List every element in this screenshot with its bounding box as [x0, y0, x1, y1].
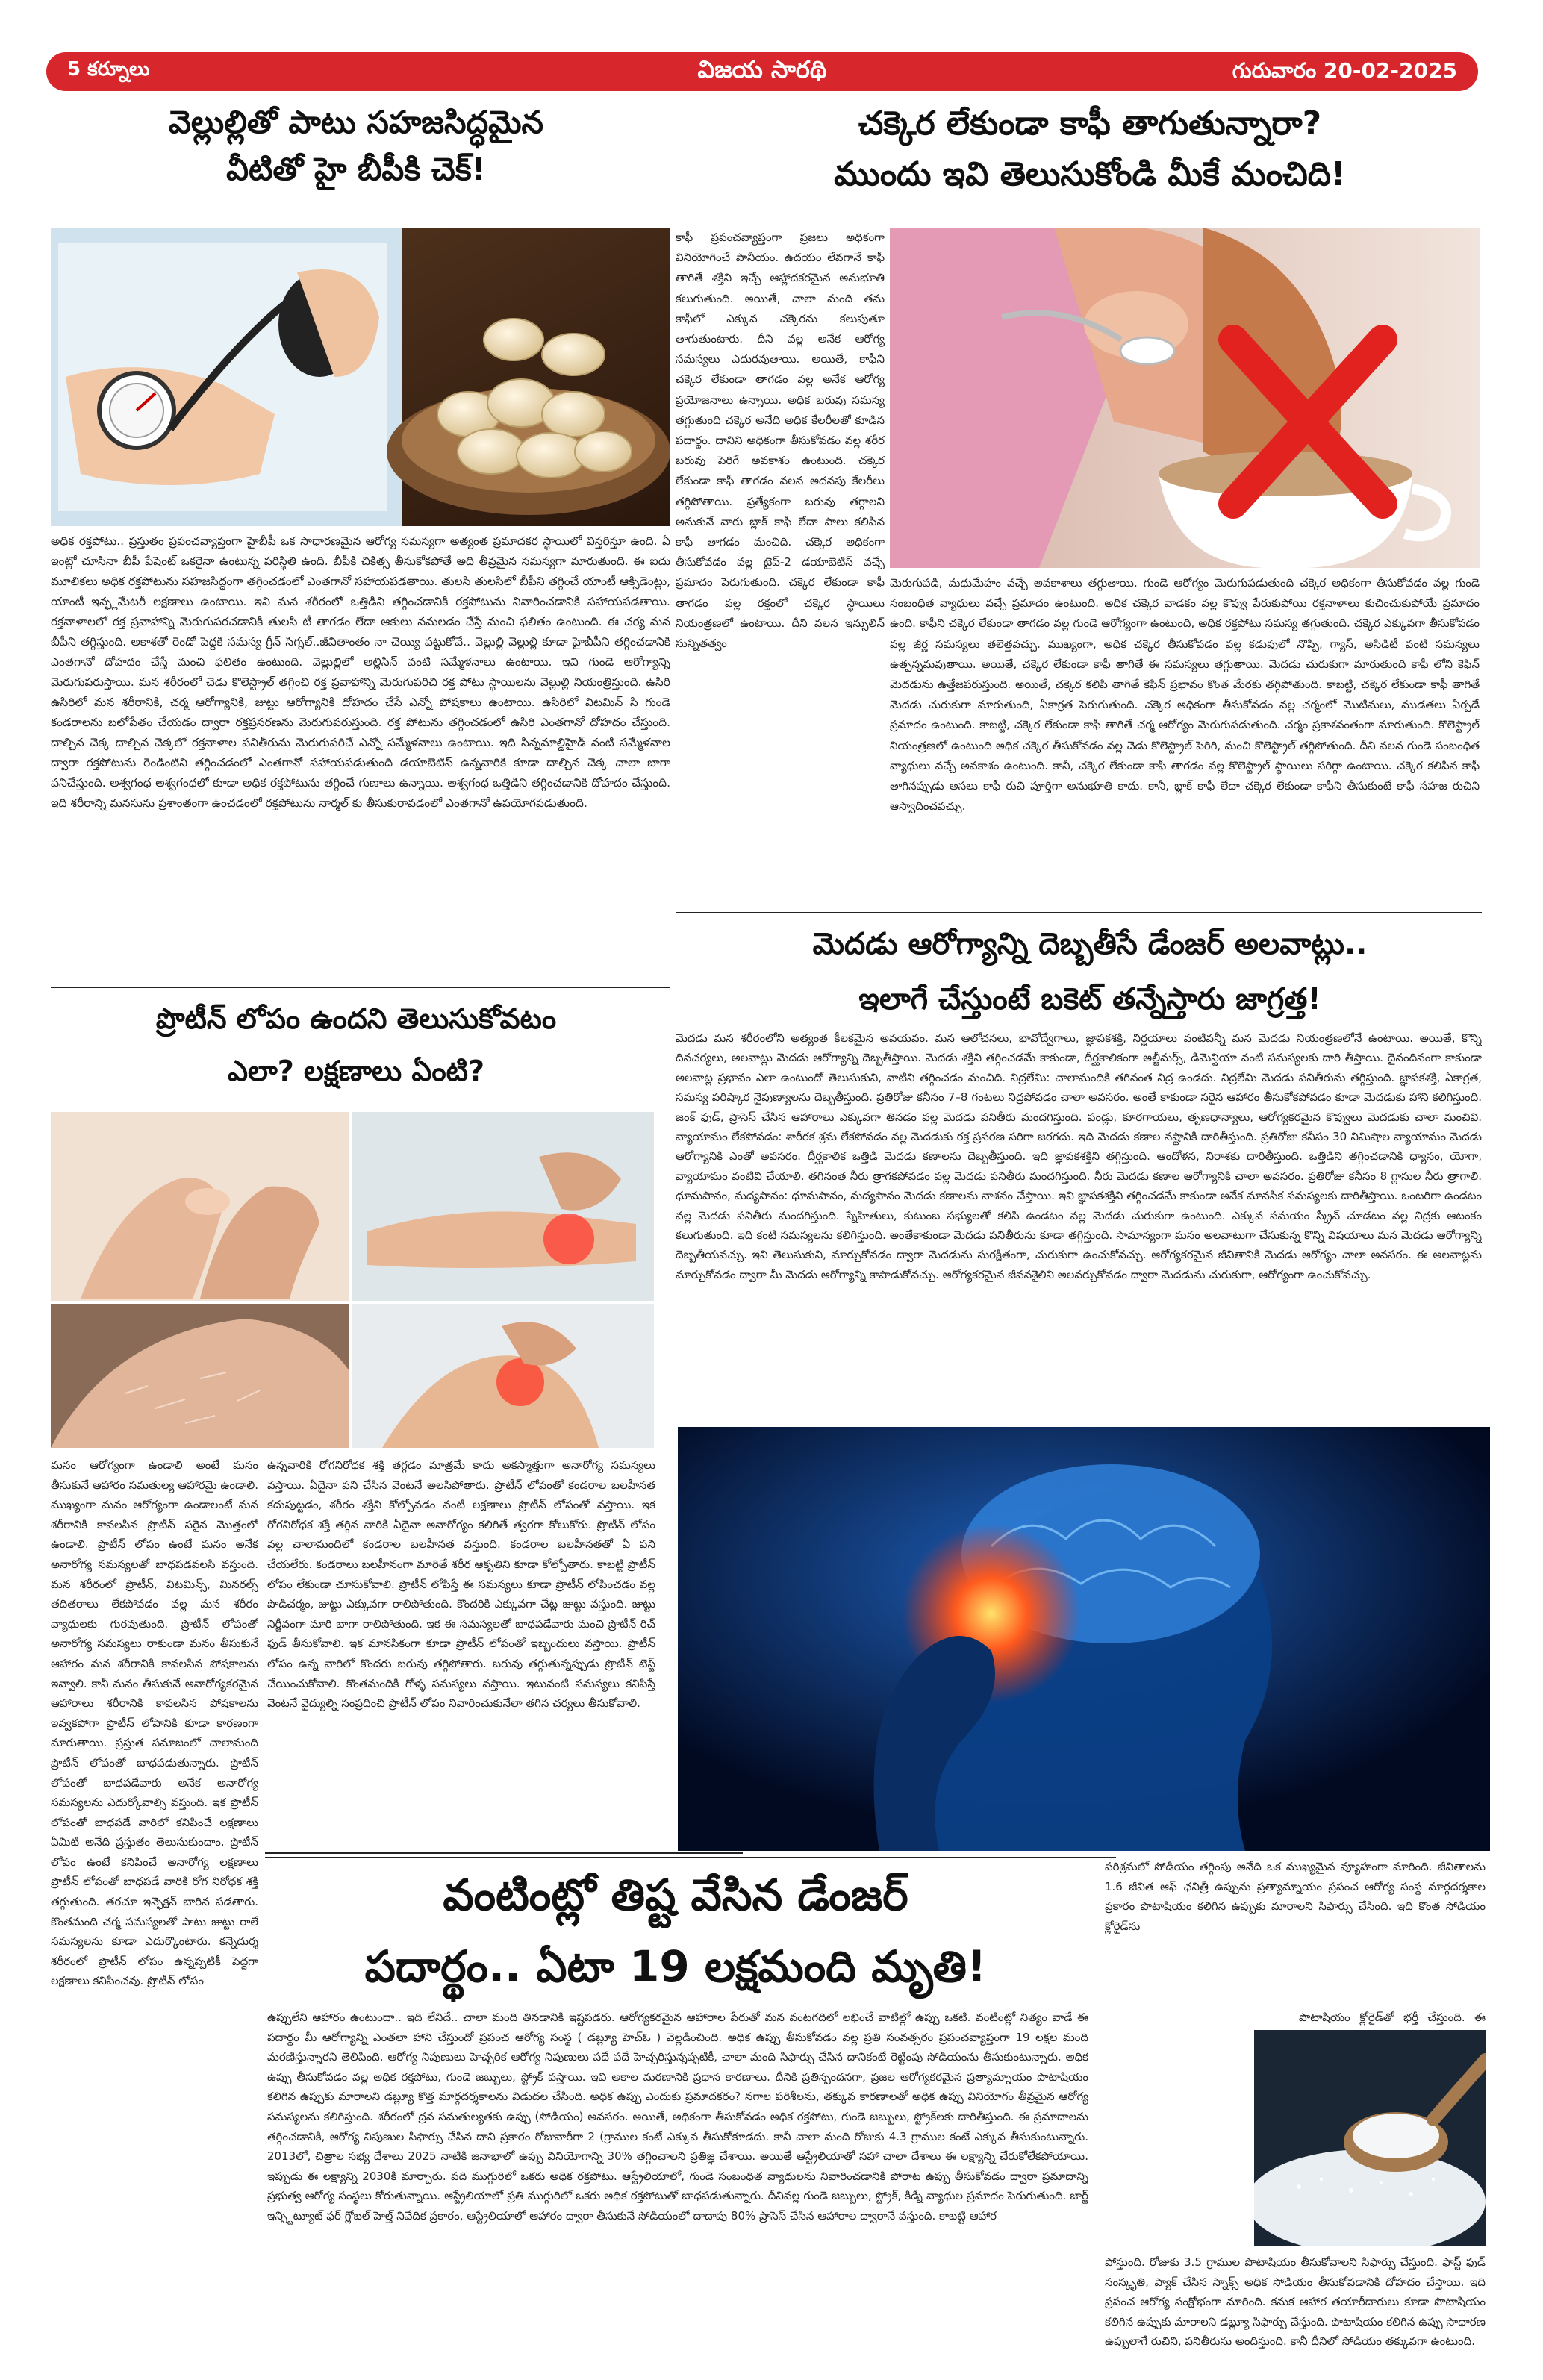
divider — [51, 987, 670, 988]
page-label: 5 కర్నూలు — [67, 58, 150, 81]
salt-headline — [265, 1860, 1086, 2002]
coffee-headline-line1: చక్కెర లేకుండా కాఫీ తాగుతున్నారా? — [858, 104, 1322, 143]
brain-headline-line1: మెదడు ఆరోగ్యాన్ని దెబ్బతీసే డేంజర్ అలవాట్లు.. — [812, 927, 1368, 961]
garlic-headline-line2: వీటితో హై బీపీకి చెక్! — [226, 151, 486, 187]
dry-skin-illustration — [51, 1304, 349, 1448]
salt-headline-line1: వంటింట్లో తిష్ట వేసిన డేంజర్ — [443, 1870, 908, 1920]
garlic-headline — [46, 99, 666, 193]
garlic-body: అధిక రక్తపోటు.. ప్రస్తుతం ప్రపంచవ్యాప్తంగా హైబీపీ ఒక సాధారణమైన ఆరోగ్య సమస్యగా అత్యంత ప్రమాదకర స్థాయిలో విస్తరిస్తూ ఉంది. ఏ ఇంట్లో చూసినా బీపీ పేషెంట్ ఒకరైనా ఉంటున్న పరిస్థితి ఉంది. బీపీకి చికిత్స తీసుకోకపోతే అది తీవ్రమైన సమస్యగా మారుతుంది. ఈ ఐదు మూలికలు అధిక రక్తపోటును సహజసిద్ధంగా తగ్గించడంలో ఎంతగానో సహాయపడతాయి. తులసి తులసిలో బీపీని తగ్గించే యాంటీ ఆక్సిడెంట్లు, యాంటీ ఇన్ఫ్లమేటరీ లక్షణాలు ఉంటాయి. ఇవి మన శరీరంలో ఒత్తిడిని తగ్గించడానికి రక్తపోటును నివారించడానికి సహాయపడతాయి. రక్తనాళాలలో రక్త ప్రవాహాన్ని మెరుగుపరచడానికి తులసి టీ తాగడం లేదా ఆకులు నమలడం చేస్తే మంచి ఫలితం ఉంటుంది. ఈ చర్య మన బీపీని తగ్గిస్తుంది. అకాశతో రెండో పెద్దకి సమస్య గ్రీన్ సిగ్నల్..జీవితాంతం నా చెయ్యి పట్టుకోవే.. వెల్లుల్లి వెల్లుల్లి కూడా హైబీపీని తగ్గించడానికి ఎంతగానో దోహదం చేస్తే మంచి ఫలితం ఉంటుంది. వెల్లుల్లిలో అల్లిసిన్ వంటి సమ్మేళనాలు ఉంటాయి. ఇవి గుండె ఆరోగ్యాన్ని మెరుగుపరుస్తాయి. మన శరీరంలో చెడు కొలెస్ట్రాల్ తగ్గించి రక్త ప్రవాహాన్ని మెరుగుపరిచి రక్త పోటు స్థాయిలను వెల్లుల్లి నియంత్రిస్తుంది. ఉసిరి ఉసిరిలో మన శరీరానికి, చర్మ ఆరోగ్యానికి, జుట్టు ఆరోగ్యానికి దోహదం చేసే ఎన్నో పోషకాలు ఉంటాయి. ఉసిరిలో విటమిన్ సి గుండె కండరాలను బలోపేతం చేయడం ద్వారా రక్తప్రసరణను మెరుగుపరుస్తుంది. రక్త పోటును తగ్గించడంలో ఉసిరి ఎంతగానో దోహదం చేస్తుంది. దాల్చిన చెక్క దాల్చిన చెక్కలో రక్తనాళాల పనితీరును మెరుగుపరిచే ఎన్నో సమ్మేళనాలు ఉంటాయి. ఇది సిన్నమాల్డిహైడ్ వంటి సమ్మేళనాల ద్వారా రక్తపోటును రెండింటిని తగ్గించడంలో ఎంతగానో సహాయపడుతుంది డయాబెటిస్ ఉన్నవారికి కూడా దాల్చిన చెక్క చాలా బాగా పనిచేస్తుంది. అశ్వగంధ అశ్వగంధలో కూడా అధిక రక్తపోటును తగ్గించే గుణాలు ఉన్నాయి. అశ్వగంధ ఒత్తిడిని తగ్గించడానికి దోహదం చేస్తుంది. ఇది శరీరాన్ని మనసును ప్రశాంతంగా ఉంచడంలో రక్తపోటును నార్మల్ కు తీసుకురావడంలో ఎంతగానో ఉపయోగపడుతుంది. — [51, 534, 670, 810]
protein-headline — [46, 993, 666, 1098]
elbow-pain-illustration — [352, 1304, 654, 1448]
masthead-bar — [46, 52, 1478, 91]
protein-photo-skin — [51, 1304, 349, 1448]
coffee-body-col1: కాఫీ ప్రపంచవ్యాప్తంగా ప్రజలు అధికంగా వినియోగించే పానీయం. ఉదయం లేవగానే కాఫీ తాగితే శక్తిని ఇచ్చే ఆహ్లాదకరమైన అనుభూతి కలుగుతుంది. అయితే, చాలా మంది తమ కాఫీలో ఎక్కువ చక్కెరను కలుపుతూ తాగుతుంటారు. దీని వల్ల అనేక ఆరోగ్య సమస్యలు ఎదురవుతాయి. అయితే, కాఫీని చక్కెర లేకుండా తాగడం వల్ల అనేక ఆరోగ్య ప్రయోజనాలు ఉన్నాయి. అధిక బరువు సమస్య తగ్గుతుంది చక్కెర అనేది అధిక కేలరీలతో కూడిన పదార్థం. దానిని అధికంగా తీసుకోవడం వల్ల శరీర బరువు పెరిగే అవకాశం ఉంటుంది. చక్కెర లేకుండా కాఫీ తాగడం వలన అదనపు కేలరీలు తగ్గిపోతాయి. ప్రత్యేకంగా బరువు తగ్గాలని అనుకునే వారు బ్లాక్ కాఫీ లేదా పాలు కలిపిన కాఫీ తాగడం మంచిది. చక్కెర అధికంగా తీసుకోవడం వల్ల టైప్-2 డయాబెటిస్ వచ్చే ప్రమాదం పెరుగుతుంది. చక్కెర లేకుండా కాఫీ తాగడం వల్ల రక్తంలో చక్కెర స్థాయిలు నియంత్రణలో ఉంటాయి. దీని వలన ఇన్సులిన్ సున్నితత్వం — [676, 231, 885, 651]
coffee-body-col2: మెరుగుపడి, మధుమేహం వచ్చే అవకాశాలు తగ్గుతాయి. గుండె ఆరోగ్యం మెరుగుపడుతుంది చక్కెర అధికంగా తీసుకోవడం వల్ల గుండె సంబంధిత వ్యాధులు వచ్చే ప్రమాదం ఉంటుంది. అధిక చక్కెర వాడకం వల్ల కొవ్వు పేరుకుపోయి రక్తనాళాలు కుచించుకుపోయే ప్రమాదం ఉంది. కాఫీని చక్కెర లేకుండా తాగడం వల్ల గుండె ఆరోగ్యంగా ఉంటుంది, అధిక రక్తపోటు సమస్య తగ్గుతుంది. చక్కెర ఎక్కువగా తీసుకోవడం వల్ల జీర్ణ సమస్యలు తలెత్తవచ్చు. ముఖ్యంగా, అధిక చక్కెర తీసుకోవడం వల్ల కడుపులో నొప్పి, గ్యాస్, అసిడిటీ వంటి సమస్యలు ఉత్పన్నమవుతాయి. అయితే, చక్కెర లేకుండా కాఫీ తాగితే ఈ సమస్యలు తగ్గుతాయి. మెదడు చురుకుగా మారుతుంది కాఫీ లోని కెఫిన్ మెదడును ఉత్తేజపరుస్తుంది. అయితే, చక్కెర కలిపి తాగితే కెఫిన్ ప్రభావం కొంత మేరకు తగ్గిపోతుంది. కాబట్టి, చక్కెర లేకుండా కాఫీ తాగితే మెదడు చురుకుగా మారుతుంది, ఏకాగ్రత పెరుగుతుంది. చక్కెర అధికంగా తీసుకోవడం వల్ల చర్మంలో మొటిమలు, ముడతలు ఏర్పడే ప్రమాదం ఉంటుంది. కాబట్టి, చక్కెర లేకుండా కాఫీ తాగితే చర్మ ఆరోగ్యం మెరుగుపడుతుంది. చర్మం ప్రకాశవంతంగా మారుతుంది. కొలెస్ట్రాల్ నియంత్రణలో ఉంటుంది అధిక చక్కెర తీసుకోవడం వల్ల చెడు కొలెస్ట్రాల్ పెరిగి, మంచి కొలెస్ట్రాల్ తగ్గిపోతుంది. దీని వలన గుండె సంబంధిత వ్యాధులు వచ్చే అవకాశం ఉంటుంది. కానీ, చక్కెర లేకుండా కాఫీ తాగడం వల్ల కొలెస్ట్రాల్ స్థాయిలు సరిగ్గా ఉంటాయి. చక్కెర కలిపిన కాఫీ తాగినప్పుడు అసలు కాఫీ రుచి పూర్తిగా అనుభూతి కాదు. కానీ, బ్లాక్ కాఫీ లేదా చక్కెర లేకుండా కాఫీని తీసుకుంటే కాఫీ సహజ రుచిని ఆస్వాదించవచ్చు. — [890, 576, 1480, 813]
divider — [265, 1857, 1116, 1858]
divider — [265, 1852, 743, 1854]
protein-photo-elbow — [352, 1304, 654, 1448]
garlic-bp-photo — [51, 228, 670, 526]
coffee-photo — [890, 228, 1480, 568]
salt-sidebar-top: పరిశ్రమలో సోడియం తగ్గింపు అనేది ఒక ముఖ్యమైన వ్యూహంగా మారింది. జీవితాలను 1.6 జీవిత ఆఫ్ ఛనిత్రీ ఉప్పును ప్రత్యామ్నాయం ప్రపంచ ఆరోగ్య సంస్థ మార్గదర్శకాల ప్రకారం పొటాషియం కలిగిన ఉప్పుకు మారాలని సిఫార్సు చేసింది. ఇది కొంత సోడియం క్లోరైడ్‌ను — [1105, 1860, 1486, 1933]
brain-photo — [678, 1427, 1490, 1851]
salt-spoon-illustration — [1254, 2030, 1486, 2246]
brain-headline — [676, 916, 1504, 1027]
brain-headache-illustration — [678, 1427, 1490, 1851]
issue-date: గురువారం 20-02-2025 — [1232, 58, 1457, 83]
protein-photo-arm — [352, 1112, 654, 1301]
coffee-headline — [676, 99, 1504, 200]
coffee-sugar-illustration — [890, 228, 1480, 568]
salt-sidebar-mid: పొటాషియం క్లోరైడ్‌తో భర్తీ చేస్తుంది. ఈ — [1299, 2011, 1486, 2024]
protein-headline-line2: ఎలా? లక్షణాలు ఏంటి? — [227, 1055, 485, 1088]
brain-headline-line2: ఇలాగే చేస్తుంటే బకెట్ తన్నేస్తారు జాగ్రత్త! — [858, 982, 1321, 1016]
brain-body: మెదడు మన శరీరంలోని అత్యంత కీలకమైన అవయవం. మన ఆలోచనలు, భావోద్వేగాలు, జ్ఞాపకశక్తి, నిర్ణయాలు వంటివన్నీ మన మెదడు నియంత్రణలోనే ఉంటాయి. అయితే, కొన్ని దినచర్యలు, అలవాట్లు మెదడు ఆరోగ్యాన్ని దెబ్బతీస్తాయి. మెదడు శక్తిని తగ్గించడమే కాకుండా, దీర్ఘకాలికంగా అల్జీమర్స్, డిమెన్షియా వంటి సమస్యలకు దారి తీస్తాయి. దైనందినంగా కాకుండా అలవాట్ల ప్రభావం ఎలా ఉంటుందో తెలుసుకుని, వాటిని తగ్గించడం మంచిది. నిద్రలేమి: చాలామందికి తగినంత నిద్ర ఉండదు. నిద్రలేమి మెదడు పనితీరును తగ్గిస్తుంది. జ్ఞాపకశక్తి, ఏకాగ్రత, సమస్య పరిష్కార నైపుణ్యాలను దెబ్బతీస్తుంది. ప్రతిరోజు కనీసం 7–8 గంటలు నిద్రపోవడం చాలా అవసరం. అంతే కాకుండా సరైన ఆహారం తీసుకోకపోవడం కూడా మెదడుకు హాని కలిగిస్తుంది. జంక్ ఫుడ్, ప్రాసెస్ చేసిన ఆహారాలు ఎక్కువగా తినడం వల్ల మెదడు పనితీరు మందగిస్తుంది. పండ్లు, కూరగాయలు, తృణధాన్యాలు, ఆరోగ్యకరమైన కొవ్వులు మెదడుకు చాలా మంచివి. వ్యాయామం లేకపోవడం: శారీరక శ్రమ లేకపోవడం వల్ల మెదడుకు రక్త ప్రసరణ సరిగా జరగదు. ఇది మెదడు కణాల నష్టానికి దారితీస్తుంది. ప్రతిరోజు కనీసం 30 నిమిషాల వ్యాయామం మెదడు ఆరోగ్యానికి ఎంతో అవసరం. దీర్ఘకాలిక ఒత్తిడి మెదడు కణాలను దెబ్బతీస్తుంది. ఇది జ్ఞాపకశక్తిని తగ్గిస్తుంది. ఆందోళన, నిరాశకు దారితీస్తుంది. ఒత్తిడిని తగ్గించడానికి ధ్యానం, యోగా, వ్యాయామం వంటివి చేయాలి. తగినంత నీరు త్రాగకపోవడం వల్ల మెదడు పనితీరు మందగిస్తుంది. నీరు మెదడు కణాల ఆరోగ్యానికి చాలా అవసరం. ప్రతిరోజు కనీసం 8 గ్లాసుల నీరు త్రాగాలి. ధూమపానం, మద్యపానం: ధూమపానం, మద్యపానం మెదడు కణాలను నాశనం చేస్తాయి. ఇవి జ్ఞాపకశక్తిని తగ్గించడమే కాకుండా అనేక మానసిక సమస్యలకు దారితీస్తాయి. ఒంటరిగా ఉండటం వల్ల మెదడు పనితీరు మందగిస్తుంది. స్నేహితులు, కుటుంబ సభ్యులతో కలిసి ఉండటం వల్ల మెదడు చురుకుగా ఉంటుంది. ఎక్కువ సమయం స్క్రీన్ చూడటం వల్ల నిద్రకు ఆటంకం కలుగుతుంది. ఇది కంటి సమస్యలను కలిగిస్తుంది. అంతేకాకుండా మెదడు పనితీరును కూడా తగ్గిస్తుంది. సామాన్యంగా మనం అలవాటుగా చేసుకున్న కొన్ని విషయాలు మన మెదడు ఆరోగ్యాన్ని దెబ్బతీయవచ్చు. ఇవి తెలుసుకుని, మార్చుకోవడం ద్వారా మెదడును సురక్షితంగా, చురుకుగా ఉంచుకోవచ్చు. ఆరోగ్యకరమైన జీవితానికి మెదడు ఆరోగ్యం చాలా అవసరం. ఈ అలవాట్లను మార్చుకోవడం ద్వారా మీ మెదడు ఆరోగ్యాన్ని కాపాడుకోవచ్చు. ఆరోగ్యకరమైన జీవనశైలిని అలవర్చుకోవడం ద్వారా మెదడును చురుకుగా, ఆరోగ్యంగా ఉంచుకోవచ్చు. — [676, 1031, 1482, 1281]
salt-body: ఉప్పులేని ఆహారం ఉంటుందా.. ఇది లేనిదే.. చాలా మంది తినడానికి ఇష్టపడరు. ఆరోగ్యకరమైన ఆహారాల పేరుతో మన వంటగదిలో లభించే వాటిల్లో ఉప్పు ఒకటి. వంటింట్లో నిత్యం వాడే ఈ పదార్థం మీ ఆరోగ్యాన్ని ఎంతలా హాని చేస్తుందో ప్రపంచ ఆరోగ్య సంస్థ ( డబ్ల్యూ హెచ్ఓ ) వెల్లడించింది. అధిక ఉప్పు తీసుకోవడం వల్ల ప్రతి సంవత్సరం ప్రపంచవ్యాప్తంగా 19 లక్షల మంది మరణిస్తున్నారని తెలిపింది. ఆరోగ్య నిపుణులు హెచ్చరిక ఆరోగ్య నిపుణులు పదే పదే హెచ్చరిస్తున్నప్పటికీ, చాలా మంది సిఫార్సు చేసిన దానికంటే రెట్టింపు సోడియంను తీసుకుంటున్నారు. అధిక ఉప్పు తీసుకోవడం వల్ల అధిక రక్తపోటు, గుండె జబ్బులు, స్ట్రోక్ వస్తాయి. ఇవి అకాల మరణానికి ప్రధాన కారణాలు. దీనికి ప్రతిస్పందనగా, ప్రజల ఆరోగ్యకరమైన ప్రత్యామ్నాయం పొటాషియం కలిగిన ఉప్పుకు మారాలని డబ్ల్యూ కొత్త మార్గదర్శకాలను విడుదల చేసింది. అధిక ఉప్పు ఎందుకు ప్రమాదకరం? నగాల పరిశీలను, తక్కువ కారణాలతో అధిక ఉప్పు వినియోగం తీవ్రమైన ఆరోగ్య సమస్యలను కలిగిస్తుంది. శరీరంలో ద్రవ సమతుల్యతకు ఉప్పు (సోడియం) అవసరం. అయితే, అధికంగా తీసుకోవడం అధిక రక్తపోటు, గుండె జబ్బులు, స్ట్రోక్‌లకు దారితీస్తుంది. ఈ ప్రమాదాలను తగ్గించడానికి, ఆరోగ్య నిపుణుల సిఫార్సు చేసిన దాని ప్రకారం రోజువారీగా 2 (గ్రాముల కంటే ఎక్కువ తీసుకోకూడదు. కానీ చాలా మంది రోజుకు 4.3 గ్రాముల కంటే ఎక్కువ తీసుకుంటున్నారు. 2013లో, చిత్రాల సభ్య దేశాలు 2025 నాటికి జనాభాలో ఉప్పు వినియోగాన్ని 30% తగ్గించాలని ప్రతిజ్ఞ చేశాయి. అయితే ఆస్ట్రేలియాతో సహా చాలా దేశాలు ఈ లక్ష్యాన్ని చేరుకోలేకపోయాయి. ఇప్పుడు ఈ లక్ష్యాన్ని 2030కి మార్చారు. పది ముగ్గురిలో ఒకరు అధిక రక్తపోటు. ఆస్ట్రేలియాలో, గుండె సంబంధిత వ్యాధులను నివారించడానికి పోరాట ఉప్పు తీసుకోవడం ద్వారా ప్రమాదాన్ని ప్రభుత్వ ఆరోగ్య సంస్థలు కోరుతున్నాయి. ఆస్ట్రేలియాలో ప్రతి ముగ్గురిలో ఒకరు అధిక రక్తపోటుతో బాధపడుతున్నారు. దీనివల్ల గుండె జబ్బులు, స్ట్రోక్, కిడ్నీ వ్యాధుల ప్రమాదం పెరుగుతుంది. జార్జ్ ఇన్స్టిట్యూట్ ఫర్ గ్లోబల్ హెల్త్ నివేదిక ప్రకారం, ఆస్ట్రేలియాలో ఆహారం ద్వారా తీసుకునే సోడియంలో దాదాపు 80% ప్రాసెస్ చేసిన ఆహారాల ద్వారానే వస్తుంది. కాబట్టి ఆహార — [267, 2011, 1088, 2223]
garlic-bp-illustration — [51, 228, 670, 526]
divider — [676, 912, 1482, 913]
coffee-headline-line2: ముందు ఇవి తెలుసుకోండి మీకే మంచిది! — [834, 155, 1346, 194]
protein-body-col1: మనం ఆరోగ్యంగా ఉండాలి అంటే మనం తీసుకునే ఆహారం సమతుల్య ఆహారమై ఉండాలి. ముఖ్యంగా మనం ఆరోగ్యంగా ఉండాలంటే మన శరీరానికి కావలసిన ప్రొటీన్ సరైన మొత్తంలో ఉండాలి. ప్రొటీన్ లోపం ఉంటే మనం అనేక అనారోగ్య సమస్యలతో బాధపడవలసి వస్తుంది. మన శరీరంలో ప్రొటీన్, విటమిన్స్, మినరల్స్ తదితరాలు లేకపోవడం వల్ల మన శరీరం వ్యాధులకు గురవుతుంది. ప్రొటీన్ లోపంతో అనారోగ్య సమస్యలు రాకుండా మనం తీసుకునే ఆహారం మన శరీరానికి కావలసిన పోషకాలను ఇవ్వాలి. కానీ మనం తీసుకునే అనారోగ్యకరమైన ఆహారాలు శరీరానికి కావలసిన పోషకాలను ఇవ్వకపోగా ప్రొటీన్ లోపానికి కూడా కారణంగా మారుతాయి. ప్రస్తుత సమాజంలో చాలామంది ప్రొటీన్ లోపంతో బాధపడుతున్నారు. ప్రొటీన్ లోపంతో బాధపడేవారు అనేక అనారోగ్య సమస్యలను ఎదుర్కోవాల్సి వస్తుంది. ఇక ప్రొటీన్ లోపంతో బాధపడే వారిలో కనిపించే లక్షణాలు ఏమిటి అనేది ప్రస్తుతం తెలుసుకుందాం. ప్రొటీన్ లోపం ఉంటే కనిపించే అనారోగ్య లక్షణాలు ప్రొటీన్ లోపంతో బాధపడే వారికి రోగ నిరోధక శక్తి తగ్గుతుంది. తరచూ ఇన్ఫెక్షన్ బారిన పడతారు. కొంతమంది చర్మ సమస్యలతో పాటు జుట్టు రాలే సమస్యలను కూడా ఎదుర్కొంటారు. కన్నెదుర్శ శరీరంలో ప్రొటీన్ లోపం ఉన్నప్పటికీ పెద్దగా లక్షణాలు కనిపించవు. ప్రొటీన్ లోపం — [51, 1458, 258, 1988]
newspaper-name: విజయ సారథి — [697, 55, 827, 84]
protein-photo-hands — [51, 1112, 349, 1301]
salt-headline-line2: పదార్థం.. ఏటా 19 లక్షమంది మృతి! — [364, 1940, 987, 1992]
salt-photo — [1254, 2030, 1486, 2246]
protein-body-col2: ఉన్నవారికి రోగనిరోధక శక్తి తగ్గడం మాత్రమే కాదు అకస్మాత్తుగా అనారోగ్య సమస్యలు వస్తాయి. ఏదైనా పని చేసిన వెంటనే అలసిపోతారు. ప్రొటీన్ లోపంతో కండరాల బలహీనత కదుపుట్టడం, శరీరం శక్తిని కోల్పోవడం వంటి లక్షణాలు ప్రొటీన్ లోపంతో వస్తాయి. ఇక రోగనిరోధక శక్తి తగ్గిన వారికి ఏదైనా అనారోగ్యం కలిగితే త్వరగా కోలుకోరు. ప్రొటీన్ లోపం వల్ల చాలామందిలో కండరాల బలహీనత వస్తుంది. కండరాల బలహీనతతో ఏ పని చేయలేరు. కండరాలు బలహీనంగా మారితే శరీర ఆకృతిని కూడా కోల్పోతారు. కాబట్టి ప్రొటీన్ లోపం లేకుండా చూసుకోవాలి. ప్రొటీన్ లోపిస్తే ఈ సమస్యలు కూడా ప్రొటీన్ లోపించడం వల్ల పొడిచర్మం, జుట్టు ఎక్కువగా రాలిపోతుంది. కొందరికి ఎక్కువగా చేట్ల జుట్టు వస్తుంది. జుట్టు నిర్జీవంగా మారి బాగా రాలిపోతుంది. ఇక ఈ సమస్యలతో బాధపడేవారు మంచి ప్రొటీన్ రిచ్ ఫుడ్ తీసుకోవాలి. ఇక మానసికంగా కూడా ప్రొటీన్ లోపంతో ఇబ్బందులు వస్తాయి. ప్రొటీన్ లోపం ఉన్న వారిలో కొందరు బరువు తగ్గిపోతారు. బరువు తగ్గుతున్నప్పుడు ప్రొటీన్ టెస్ట్ చేయించుకోవాలి. కొంతమందికి గోళ్ళ సమస్యలు వస్తాయి. ఇటువంటి సమస్యలు కనిపిస్తే వెంటనే వైద్యుల్ని సంప్రదించి ప్రొటీన్ లోపం నివారించుకునేలా తగిన చర్యలు తీసుకోవాలి. — [267, 1458, 655, 1711]
hands-illustration — [51, 1112, 349, 1301]
salt-sidebar-bottom: పోస్తుంది. రోజుకు 3.5 గ్రాముల పొటాషియం తీసుకోవాలని సిఫార్సు చేస్తుంది. ఫాస్ట్ ఫుడ్ సంస్కృతి, ప్యాక్ చేసిన స్నాక్స్ అధిక సోడియం తీసుకోవడానికి దోహదం చేస్తాయి. ఇది ప్రపంచ ఆరోగ్య సంక్షోభంగా మారింది. కనుక ఆహార తయారీదారులు కూడా పొటాషియం కలిగిన ఉప్పుకు మారాలని డబ్ల్యూ సిఫార్సు చేస్తుంది. పొటాషియం కలిగిన ఉప్పు సాధారణ ఉప్పులాగే రుచిని, పనితీరును అందిస్తుంది. కానీ దీనిలో సోడియం తక్కువగా ఉంటుంది. — [1105, 2255, 1486, 2349]
garlic-headline-line1: వెల్లుల్లితో పాటు సహజసిద్ధమైన — [168, 104, 544, 140]
arm-pain-illustration — [352, 1112, 654, 1301]
protein-headline-line1: ప్రొటీన్ లోపం ఉందని తెలుసుకోవటం — [155, 1002, 557, 1035]
